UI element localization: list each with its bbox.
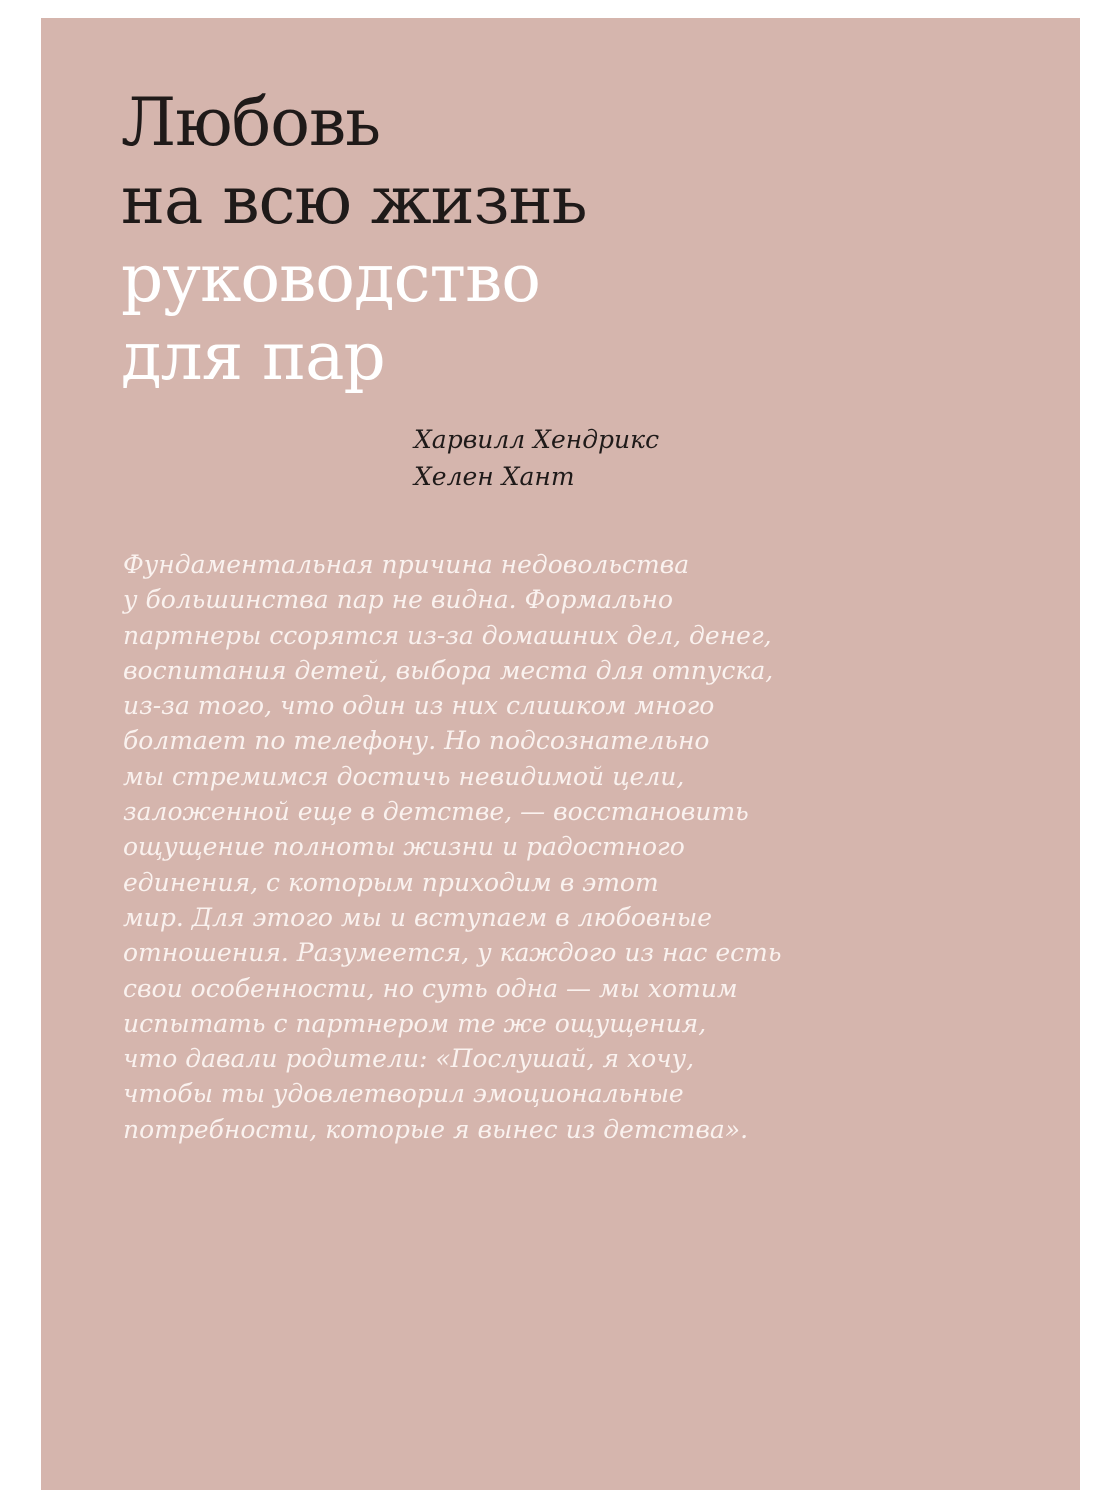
blurb-line: из-за того, что один из них слишком много [123, 691, 715, 721]
author-name: Харвилл Хендрикс [414, 425, 660, 454]
book-title-line-1: Любовь [121, 84, 381, 161]
authors [414, 421, 659, 495]
blurb-line: что давали родители: «Послушай, я хочу, [123, 1044, 695, 1074]
book-title-line-2: на всю жизнь [121, 162, 587, 239]
blurb-line: потребности, которые я вынес из детства». [123, 1114, 749, 1144]
blurb-line: ощущение полноты жизни и радостного [123, 832, 685, 862]
blurb-line: у большинства пар не видна. Формально [123, 585, 674, 615]
book-subtitle-line-1: руководство [121, 240, 540, 317]
book-subtitle-line-2: для пар [121, 318, 385, 395]
author-name: Хелен Хант [414, 462, 575, 491]
blurb-line: Фундаментальная причина недовольства [123, 550, 690, 579]
blurb-text [123, 547, 843, 1147]
blurb-line: воспитания детей, выбора места для отпуска, [123, 655, 774, 685]
blurb-line: болтает по телефону. Но подсознательно [123, 726, 710, 756]
blurb-line: единения, с которым приходим в этот [123, 867, 659, 897]
blurb-line: чтобы ты удовлетворил эмоциональные [123, 1079, 684, 1109]
blurb-line: испытать с партнером те же ощущения, [123, 1008, 707, 1038]
blurb-line: заложенной еще в детстве, — восстановить [123, 797, 749, 827]
blurb-line: отношения. Разумеется, у каждого из нас есть [123, 938, 782, 968]
blurb-line: мир. Для этого мы и вступаем в любовные [123, 902, 713, 932]
blurb-line: свои особенности, но суть одна — мы хотим [123, 973, 738, 1003]
title-block [121, 84, 587, 396]
blurb-line: партнеры ссорятся из-за домашних дел, денег, [123, 620, 772, 650]
blurb-line: мы стремимся достичь невидимой цели, [123, 761, 685, 791]
book-back-cover [41, 18, 1080, 1490]
